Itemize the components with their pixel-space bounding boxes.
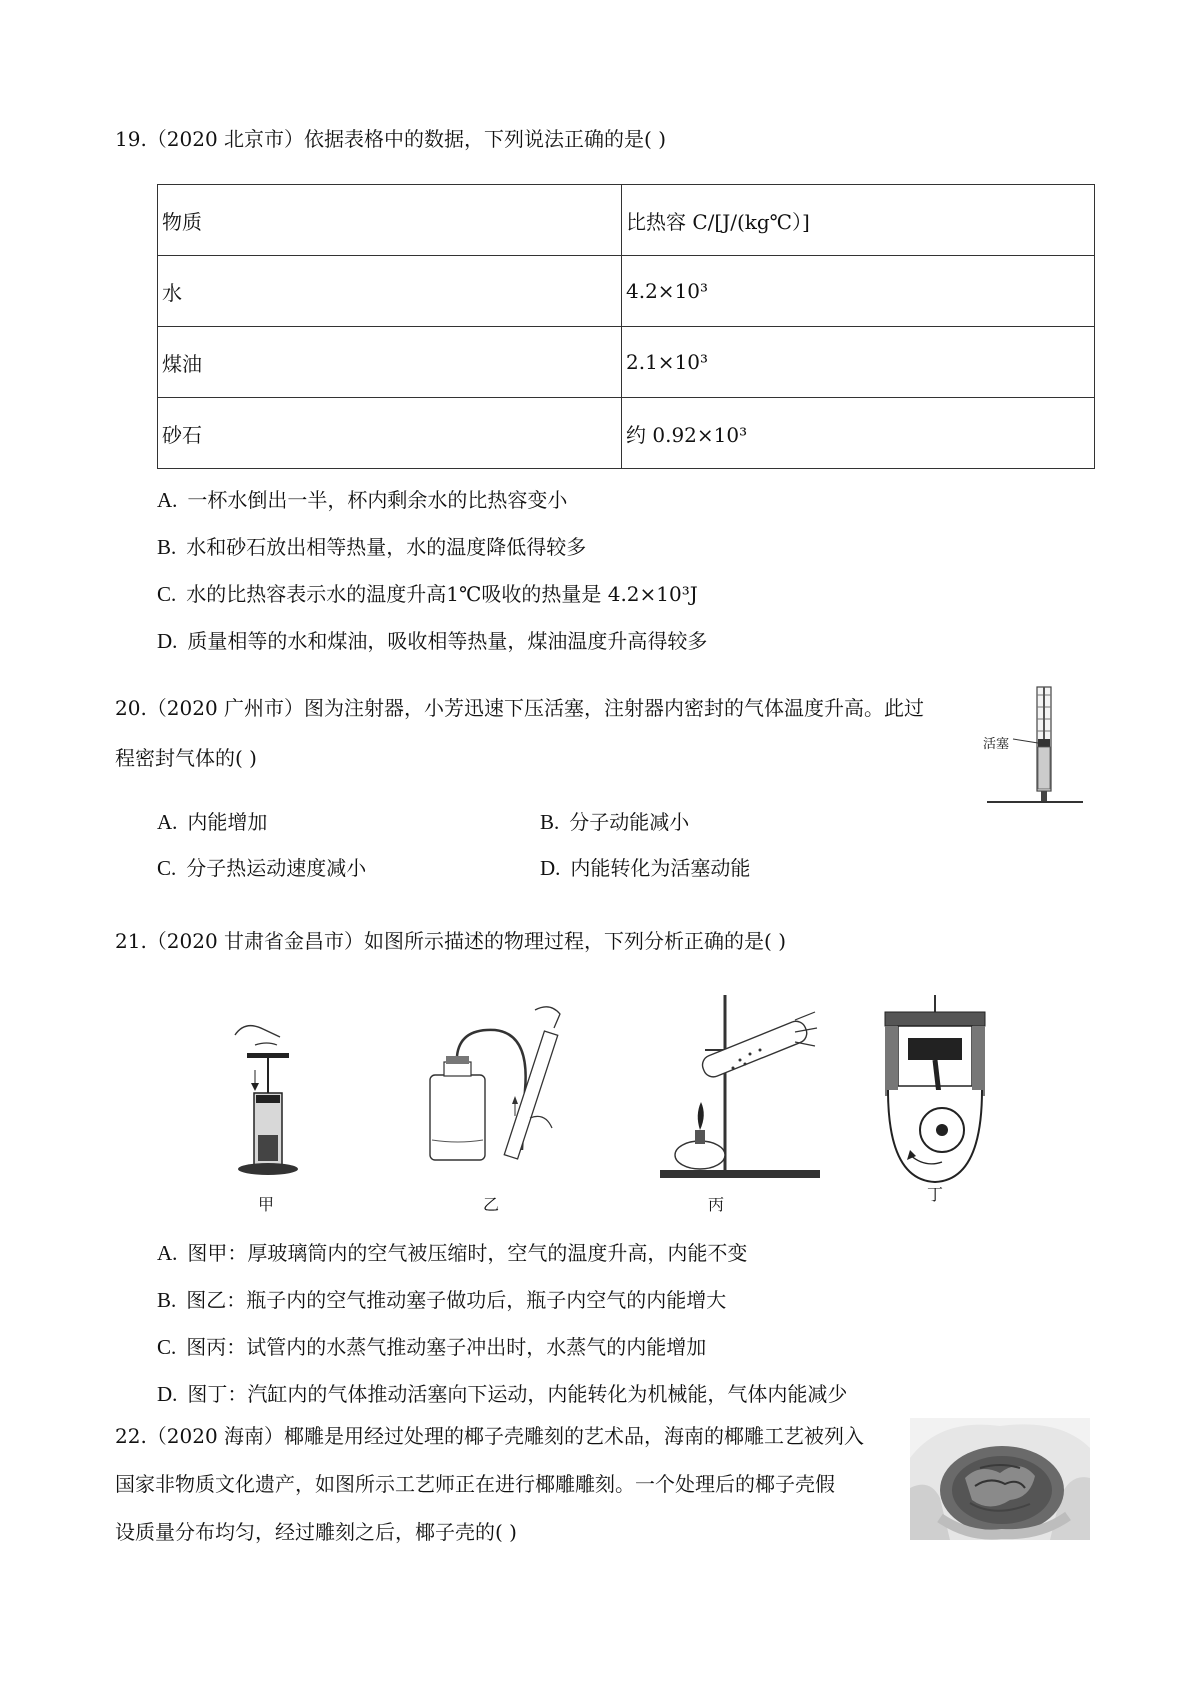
table-cell: 4.2×10³ bbox=[622, 256, 1095, 327]
option-label: B. bbox=[157, 535, 177, 559]
option-label: A. bbox=[157, 810, 178, 834]
figure-label-yi: 乙 bbox=[483, 1195, 500, 1214]
question-22-stem bbox=[115, 1412, 905, 1556]
option-text: 一杯水倒出一半，杯内剩余水的比热容变小 bbox=[187, 488, 568, 512]
option-text: 内能转化为活塞动能 bbox=[570, 856, 751, 880]
coconut-carving-photo bbox=[910, 1418, 1090, 1540]
question-21-option-c bbox=[157, 1333, 706, 1361]
question-19-title: 19.（2020 北京市）依据表格中的数据，下列说法正确的是( ) bbox=[115, 127, 667, 151]
question-22-line: 设质量分布均匀，经过雕刻之后，椰子壳的( ) bbox=[115, 1520, 517, 1544]
option-text: 内能增加 bbox=[187, 810, 268, 834]
table-cell: 煤油 bbox=[158, 327, 622, 398]
option-text: 水和砂石放出相等热量，水的温度降低得较多 bbox=[186, 535, 587, 559]
option-label: A. bbox=[157, 1241, 178, 1265]
option-label: D. bbox=[157, 1382, 178, 1406]
question-22-line: 22.（2020 海南）椰雕是用经过处理的椰子壳雕刻的艺术品，海南的椰雕工艺被列入 bbox=[115, 1424, 865, 1448]
option-text: 图乙：瓶子内的空气推动塞子做功后，瓶子内空气的内能增大 bbox=[186, 1288, 727, 1312]
syringe-piston-label: 活塞 bbox=[983, 737, 1010, 752]
option-text: 图丙：试管内的水蒸气推动塞子冲出时，水蒸气的内能增加 bbox=[186, 1335, 707, 1359]
option-label: B. bbox=[540, 810, 560, 834]
question-20-stem bbox=[115, 683, 955, 783]
table-cell: 2.1×10³ bbox=[622, 327, 1095, 398]
specific-heat-table bbox=[157, 184, 1095, 469]
figure-label-bing: 丙 bbox=[708, 1195, 725, 1214]
option-text: 分子动能减小 bbox=[569, 810, 690, 834]
option-label: A. bbox=[157, 488, 178, 512]
table-header-row bbox=[158, 185, 1095, 256]
option-label: D. bbox=[540, 856, 561, 880]
option-label: C. bbox=[157, 856, 177, 880]
question-20-line: 20.（2020 广州市）图为注射器，小芳迅速下压活塞，注射器内密封的气体温度升高。此过 bbox=[115, 696, 925, 720]
question-20-option-d bbox=[540, 854, 750, 882]
option-label: B. bbox=[157, 1288, 177, 1312]
option-text: 图甲：厚玻璃筒内的空气被压缩时，空气的温度升高，内能不变 bbox=[187, 1241, 748, 1265]
question-21-title: 21.（2020 甘肃省金昌市）如图所示描述的物理过程，下列分析正确的是( ) bbox=[115, 929, 787, 953]
question-20-option-c bbox=[157, 854, 366, 882]
figure-bing-test-tube-heating bbox=[645, 990, 820, 1190]
table-cell: 砂石 bbox=[158, 398, 622, 469]
table-header-cell: 物质 bbox=[158, 185, 622, 256]
question-21-option-b bbox=[157, 1286, 726, 1314]
table-row bbox=[158, 327, 1095, 398]
option-label: C. bbox=[157, 1335, 177, 1359]
question-19-option-a bbox=[157, 486, 567, 514]
option-text: 分子热运动速度减小 bbox=[186, 856, 367, 880]
option-label: C. bbox=[157, 582, 177, 606]
option-label: D. bbox=[157, 629, 178, 653]
question-19-option-b bbox=[157, 533, 586, 561]
question-20-option-b bbox=[540, 808, 689, 836]
question-20-line: 程密封气体的( ) bbox=[115, 746, 257, 770]
figure-yi-bottle-pump bbox=[420, 1000, 590, 1190]
question-21-option-a bbox=[157, 1239, 747, 1267]
option-text: 质量相等的水和煤油，吸收相等热量，煤油温度升高得较多 bbox=[187, 629, 708, 653]
question-22-line: 国家非物质文化遗产，如图所示工艺师正在进行椰雕雕刻。一个处理后的椰子壳假 bbox=[115, 1472, 835, 1496]
option-text: 图丁：汽缸内的气体推动活塞向下运动，内能转化为机械能，气体内能减少 bbox=[187, 1382, 848, 1406]
question-21-option-d bbox=[157, 1380, 847, 1408]
table-header-cell: 比热容 C/[J/(kg℃）] bbox=[622, 185, 1095, 256]
table-row bbox=[158, 256, 1095, 327]
figure-label-jia: 甲 bbox=[258, 1195, 275, 1214]
question-19-option-c bbox=[157, 580, 698, 608]
figure-label-ding: 丁 bbox=[927, 1185, 944, 1204]
option-text: 水的比热容表示水的温度升高1℃吸收的热量是 4.2×10³J bbox=[186, 582, 698, 606]
table-cell: 约 0.92×10³ bbox=[622, 398, 1095, 469]
question-20-option-a bbox=[157, 808, 267, 836]
figure-jia-compression-tube bbox=[225, 1015, 315, 1190]
table-cell: 水 bbox=[158, 256, 622, 327]
figure-ding-engine-cylinder bbox=[880, 990, 990, 1190]
question-19-option-d bbox=[157, 627, 707, 655]
table-row bbox=[158, 398, 1095, 469]
